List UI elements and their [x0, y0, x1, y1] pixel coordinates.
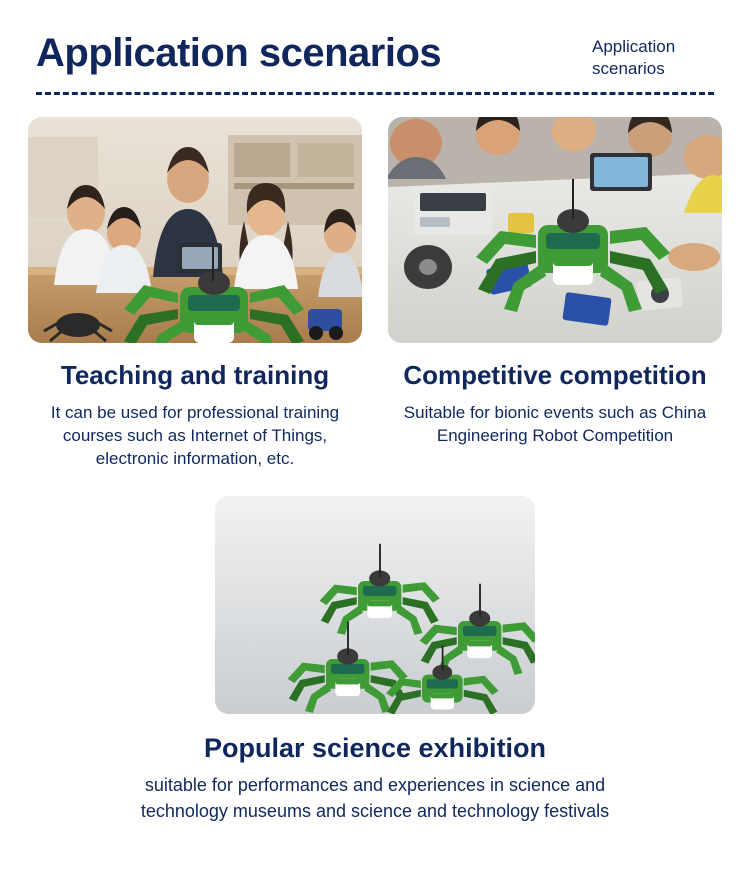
- card-title-exhibition: Popular science exhibition: [203, 733, 547, 763]
- competition-photo-illustration: [388, 117, 722, 343]
- competitive-competition-photo: [388, 117, 722, 343]
- page-header: [0, 0, 750, 86]
- classroom-photo-illustration: [28, 117, 362, 343]
- popular-science-exhibition-photo: [215, 496, 535, 714]
- card-title-competition: Competitive competition: [403, 360, 707, 390]
- card-title-teaching: Teaching and training: [60, 360, 330, 390]
- teaching-training-photo: [28, 117, 362, 343]
- page-title: Application scenarios: [36, 31, 442, 75]
- scenario-card-teaching: [28, 117, 362, 470]
- scenario-card-competition: [388, 117, 722, 470]
- scenario-card-exhibition: [0, 496, 750, 824]
- card-desc-competition: Suitable for bionic events such as China Engineering Robot Competition: [403, 403, 707, 445]
- card-desc-teaching: It can be used for professional training courses such as Internet of Things, electronic information, etc.: [50, 403, 340, 468]
- page-subtitle: Application scenarios: [592, 37, 676, 78]
- robot-group-photo-illustration: [215, 496, 535, 714]
- card-desc-exhibition: suitable for performances and experiences in science and technology museums and science and technology festivals: [140, 775, 610, 821]
- scenario-card-grid: [0, 95, 750, 470]
